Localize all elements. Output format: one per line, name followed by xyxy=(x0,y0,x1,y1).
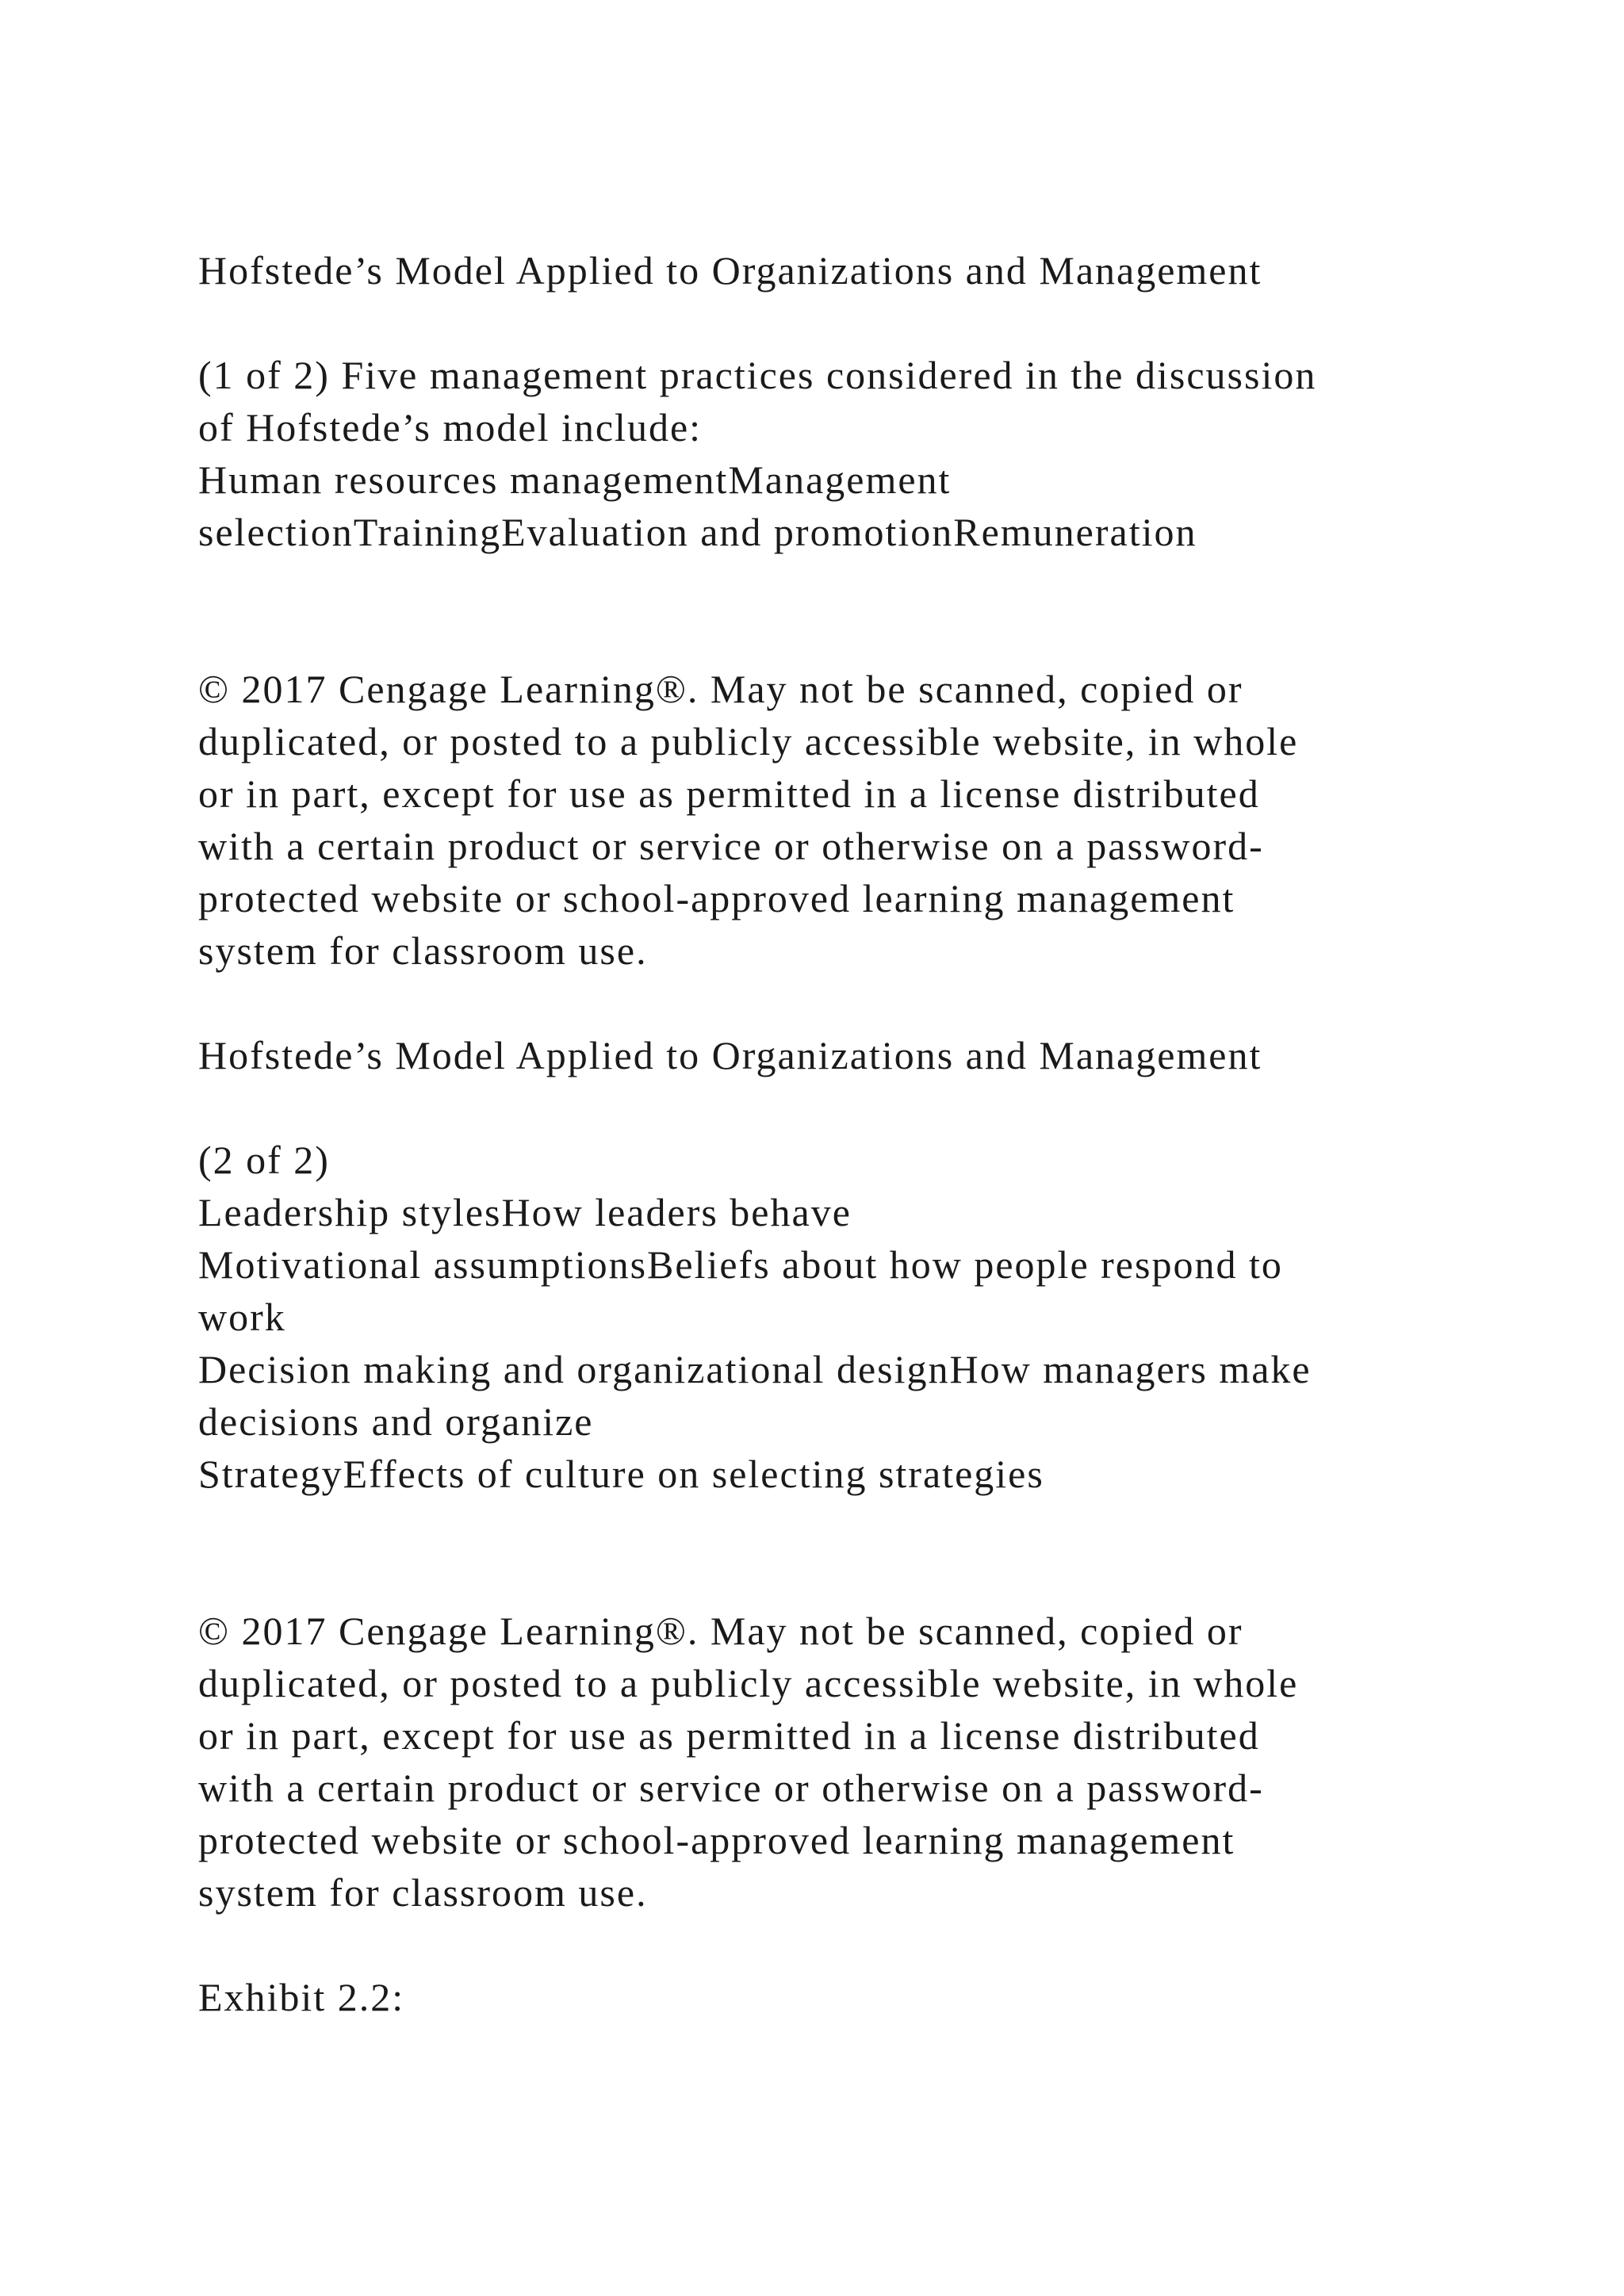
section-2-item-line-6: StrategyEffects of culture on selecting strategies xyxy=(198,1452,1044,1496)
section-2-item-line-5: decisions and organize xyxy=(198,1399,594,1444)
copyright-2-line-1: © 2017 Cengage Learning®. May not be scanned, copied or xyxy=(198,1609,1243,1653)
copyright-1-line-6: system for classroom use. xyxy=(198,928,648,973)
section-1-intro-line-1: (1 of 2) Five management practices considered in the discussion xyxy=(198,353,1317,397)
spacer xyxy=(198,1081,1489,1134)
section-2-item-line-2: Motivational assumptionsBeliefs about how people respond to xyxy=(198,1242,1283,1287)
spacer xyxy=(198,977,1489,1029)
section-1-title: Hofstede’s Model Applied to Organizations and Management xyxy=(198,248,1262,293)
section-2-title: Hofstede’s Model Applied to Organizations and Management xyxy=(198,1033,1262,1077)
spacer xyxy=(198,1500,1489,1605)
section-2-item-line-1: Leadership stylesHow leaders behave xyxy=(198,1190,852,1234)
copyright-1-line-2: duplicated, or posted to a publicly accessible website, in whole xyxy=(198,719,1299,763)
exhibit-label: Exhibit 2.2: xyxy=(198,1975,405,2019)
section-1-item-line-2: selectionTrainingEvaluation and promotionRemuneration xyxy=(198,510,1197,554)
copyright-2-line-3: or in part, except for use as permitted in a license distributed xyxy=(198,1713,1260,1758)
section-2-item-line-4: Decision making and organizational designHow managers make xyxy=(198,1347,1312,1391)
section-2-item-line-3: work xyxy=(198,1295,286,1339)
spacer xyxy=(198,1919,1489,1971)
spacer xyxy=(198,558,1489,663)
section-1-intro-line-2: of Hofstede’s model include: xyxy=(198,405,703,450)
copyright-1-line-4: with a certain product or service or otherwise on a password- xyxy=(198,824,1264,868)
section-2-intro-line-1: (2 of 2) xyxy=(198,1138,330,1182)
copyright-2-line-2: duplicated, or posted to a publicly accessible website, in whole xyxy=(198,1661,1299,1705)
copyright-2-line-5: protected website or school-approved learning management xyxy=(198,1818,1235,1862)
copyright-2-line-4: with a certain product or service or otherwise on a password- xyxy=(198,1766,1264,1810)
copyright-2-line-6: system for classroom use. xyxy=(198,1870,648,1915)
section-1-item-line-1: Human resources managementManagement xyxy=(198,457,952,502)
copyright-1-line-5: protected website or school-approved learning management xyxy=(198,876,1235,920)
copyright-1-line-1: © 2017 Cengage Learning®. May not be scanned, copied or xyxy=(198,667,1243,711)
copyright-1-line-3: or in part, except for use as permitted in a license distributed xyxy=(198,771,1260,816)
spacer xyxy=(198,297,1489,349)
